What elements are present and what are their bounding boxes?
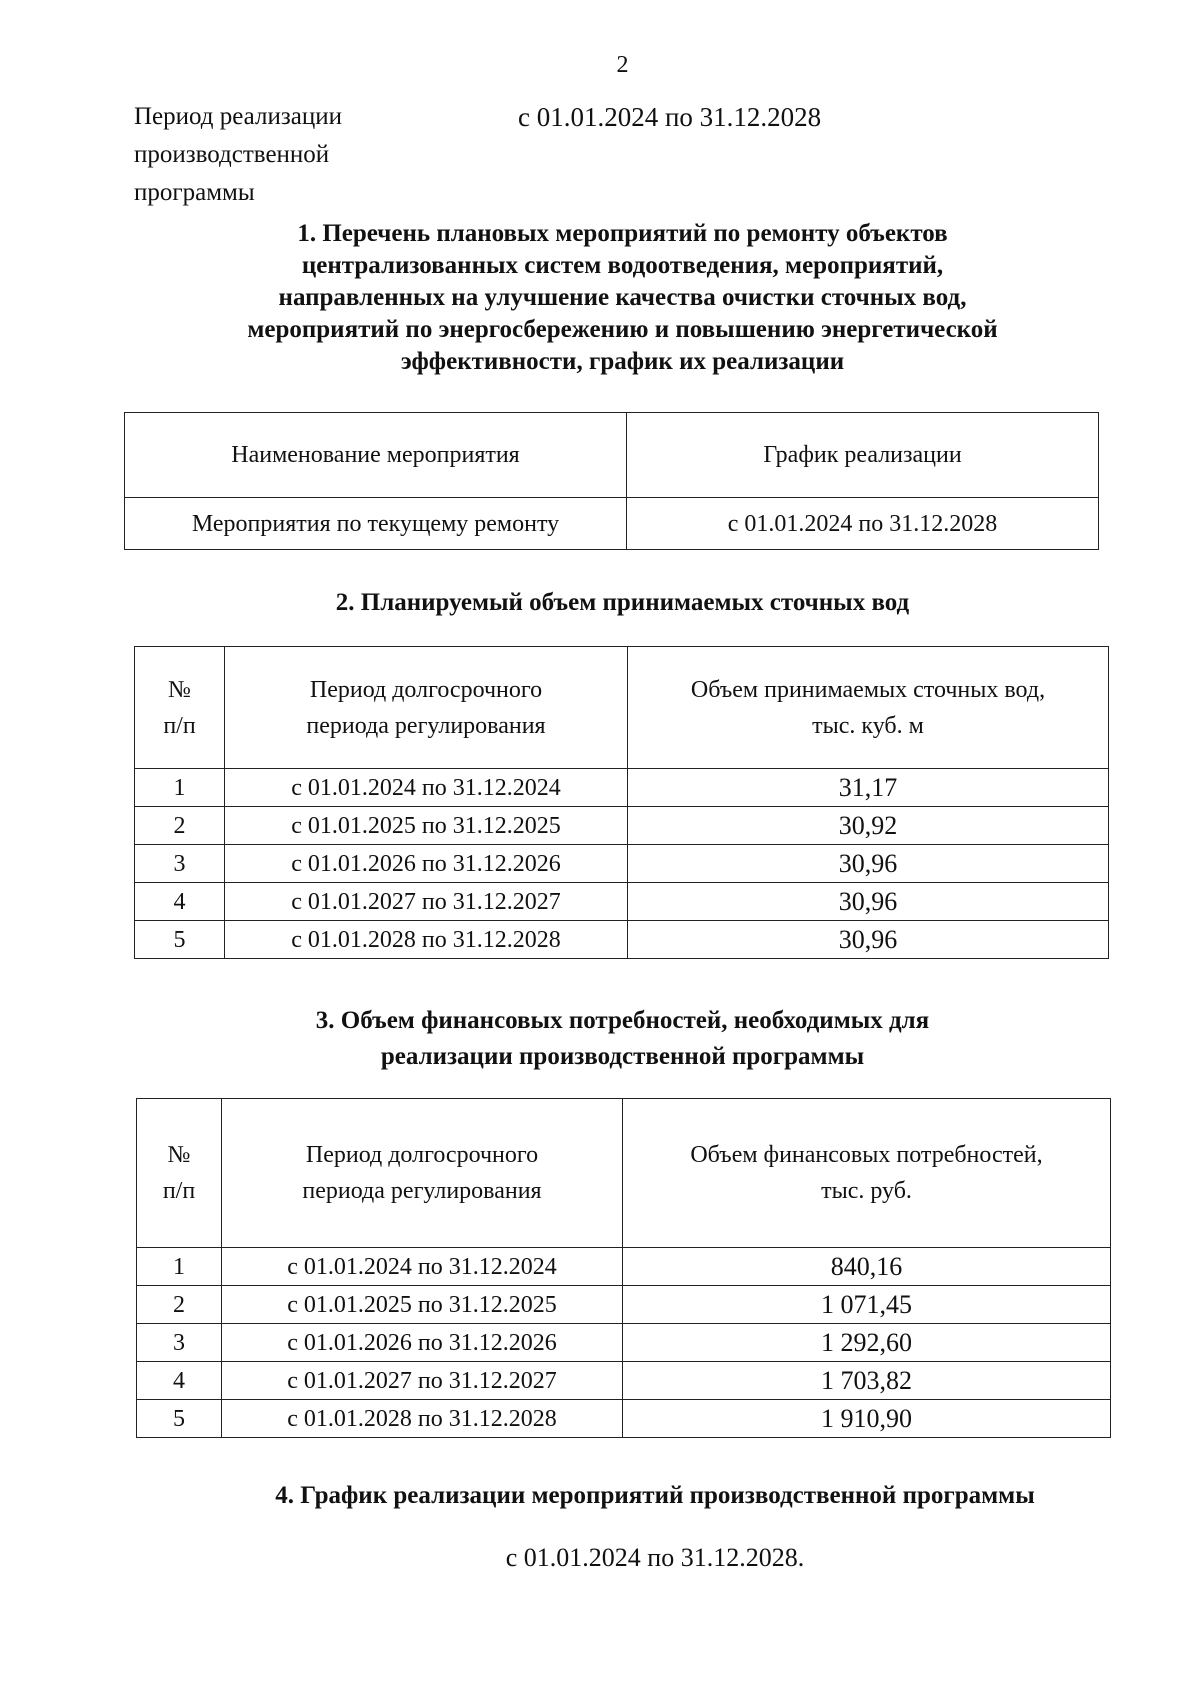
row-period: с 01.01.2027 по 31.12.2027	[222, 1362, 623, 1400]
table-row	[137, 1362, 1111, 1400]
section1-title-line: эффективности, график их реализации	[400, 348, 845, 375]
section4-period: с 01.01.2024 по 31.12.2028.	[505, 1543, 805, 1572]
row-volume: 31,17	[628, 769, 1109, 807]
row-period: с 01.01.2025 по 31.12.2025	[222, 1286, 623, 1324]
table-row	[137, 1400, 1111, 1438]
table-row	[125, 498, 1099, 550]
row-number: 1	[135, 769, 225, 807]
table-header-row	[125, 413, 1099, 498]
period-value: с 01.01.2024 по 31.12.2028	[518, 102, 822, 132]
row-period: с 01.01.2026 по 31.12.2026	[222, 1324, 623, 1362]
period-label-line: Период реализации	[134, 103, 342, 130]
page-number: 2	[616, 52, 629, 78]
header-number: № п/п	[135, 647, 225, 769]
section1-title-line: направленных на улучшение качества очистки сточных вод,	[278, 284, 967, 311]
row-number: 5	[135, 921, 225, 959]
row-number: 4	[135, 883, 225, 921]
row-financial-value: 1 910,90	[623, 1400, 1111, 1438]
row-number: 3	[137, 1324, 222, 1362]
table-row	[135, 845, 1109, 883]
table-row	[135, 883, 1109, 921]
measure-name-cell: Мероприятия по текущему ремонту	[125, 498, 627, 550]
table-row	[137, 1324, 1111, 1362]
table-row	[137, 1248, 1111, 1286]
header-financial-needs: Объем финансовых потребностей, тыс. руб.	[623, 1099, 1111, 1248]
header-measure-name: Наименование мероприятия	[125, 413, 627, 498]
row-period: с 01.01.2028 по 31.12.2028	[222, 1400, 623, 1438]
header-period: Период долгосрочного периода регулирования	[222, 1099, 623, 1248]
measures-table	[124, 412, 1099, 550]
header-number: № п/п	[137, 1099, 222, 1248]
row-volume: 30,96	[628, 921, 1109, 959]
row-number: 1	[137, 1248, 222, 1286]
section4-title: 4. График реализации мероприятий производственной программы	[275, 1482, 1035, 1509]
section3-title	[0, 1003, 1200, 1075]
row-financial-value: 1 703,82	[623, 1362, 1111, 1400]
row-period: с 01.01.2025 по 31.12.2025	[225, 807, 628, 845]
row-volume: 30,92	[628, 807, 1109, 845]
section3-title-line: 3. Объем финансовых потребностей, необходимых для	[315, 1007, 930, 1034]
section1-title	[0, 218, 1200, 378]
table-row	[135, 769, 1109, 807]
section3-title-line: реализации производственной программы	[380, 1043, 865, 1070]
header-period: Период долгосрочного периода регулирования	[225, 647, 628, 769]
header-schedule: График реализации	[627, 413, 1099, 498]
table-header-row	[135, 647, 1109, 769]
table-row	[135, 921, 1109, 959]
row-number: 2	[135, 807, 225, 845]
financial-needs-table	[136, 1098, 1111, 1438]
row-volume: 30,96	[628, 845, 1109, 883]
period-label-line: программы	[134, 179, 255, 206]
section2-title: 2. Планируемый объем принимаемых сточных вод	[335, 589, 910, 616]
table-row	[135, 807, 1109, 845]
row-number: 3	[135, 845, 225, 883]
row-period: с 01.01.2027 по 31.12.2027	[225, 883, 628, 921]
header-volume: Объем принимаемых сточных вод, тыс. куб. м	[628, 647, 1109, 769]
row-period: с 01.01.2024 по 31.12.2024	[222, 1248, 623, 1286]
row-financial-value: 840,16	[623, 1248, 1111, 1286]
section1-title-line: 1. Перечень плановых мероприятий по ремонту объектов	[297, 220, 948, 247]
section1-title-line: мероприятий по энергосбережению и повышению энергетической	[247, 316, 998, 343]
row-financial-value: 1 292,60	[623, 1324, 1111, 1362]
section1-title-line: централизованных систем водоотведения, мероприятий,	[301, 252, 944, 279]
period-label-line: производственной	[134, 141, 330, 168]
schedule-cell: с 01.01.2024 по 31.12.2028	[627, 498, 1099, 550]
row-number: 5	[137, 1400, 222, 1438]
row-period: с 01.01.2024 по 31.12.2024	[225, 769, 628, 807]
period-label	[134, 98, 434, 212]
row-period: с 01.01.2026 по 31.12.2026	[225, 845, 628, 883]
row-financial-value: 1 071,45	[623, 1286, 1111, 1324]
row-number: 2	[137, 1286, 222, 1324]
row-volume: 30,96	[628, 883, 1109, 921]
table-row	[137, 1286, 1111, 1324]
row-period: с 01.01.2028 по 31.12.2028	[225, 921, 628, 959]
row-number: 4	[137, 1362, 222, 1400]
table-header-row	[137, 1099, 1111, 1248]
wastewater-volume-table	[134, 646, 1109, 959]
